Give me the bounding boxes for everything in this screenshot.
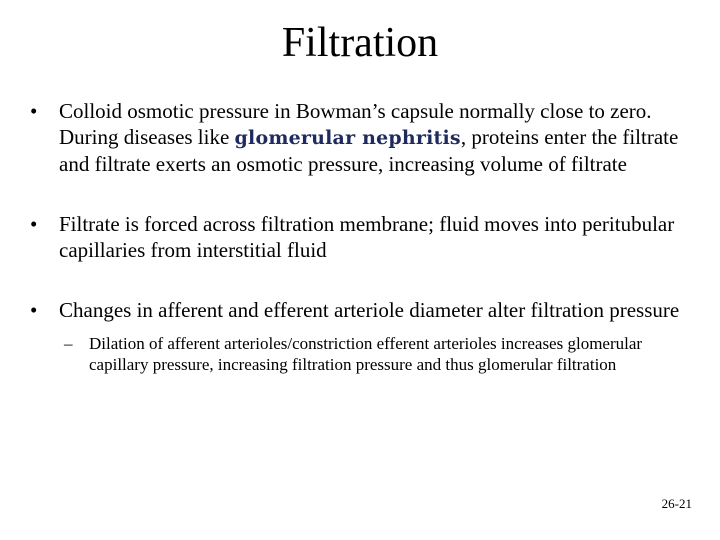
bullet-item-arteriole-diameter [30, 297, 690, 375]
bullet-text-part: , proteins enter the filtrate and filtrate exerts an osmotic pressure, increasing volume of filtrate [59, 125, 679, 176]
bullet-item-colloid-pressure [30, 98, 690, 177]
bullet-text: Changes in afferent and efferent arteriole diameter alter filtration pressure [59, 298, 680, 322]
slide-title: Filtration [281, 20, 439, 66]
bullet-item-filtrate-forced [30, 211, 690, 263]
sub-bullet-list [59, 333, 690, 375]
page-number: 26-21 [661, 496, 692, 511]
bullet-text-part: Colloid osmotic pressure in Bowman’s capsule normally close to zero. During diseases like [59, 99, 652, 149]
bullet-marker: • [30, 298, 38, 322]
bullet-list [30, 98, 690, 375]
sub-bullet-text: Dilation of afferent arterioles/constriction efferent arterioles increases glomerular capillary pressure, increasing filtration pressure and thus glomerular filtration [89, 334, 643, 374]
bullet-text: Filtrate is forced across filtration membrane; fluid moves into peritubular capillaries from interstitial fluid [59, 212, 675, 262]
bullet-marker: • [30, 99, 38, 123]
sub-bullet-item-dilation [59, 333, 690, 375]
highlighted-term: glomerular nephritis [234, 127, 461, 149]
sub-bullet-marker: – [64, 334, 73, 353]
bullet-marker: • [30, 212, 38, 236]
